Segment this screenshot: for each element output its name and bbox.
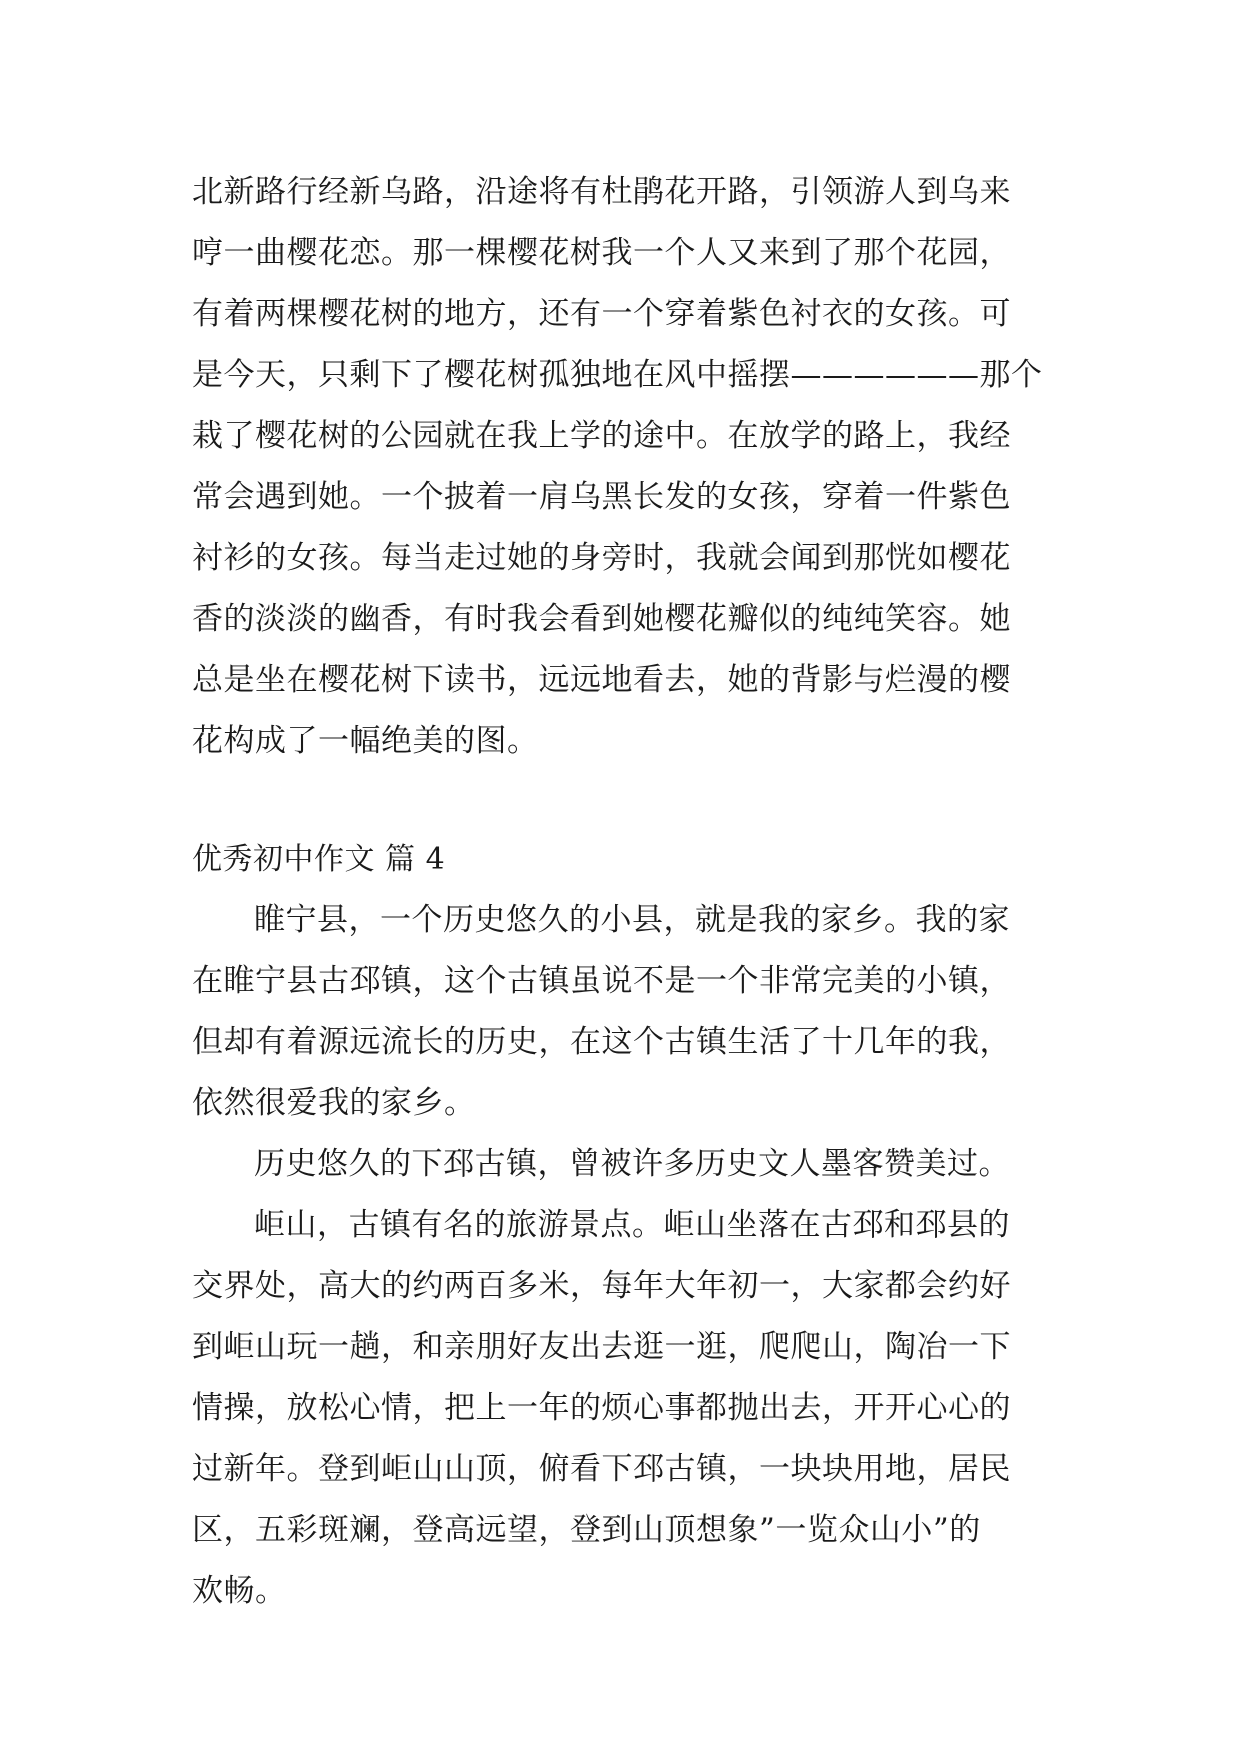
text-line: 情操，放松心情，把上一年的烦心事都抛出去，开开心心的 (192, 1390, 1011, 1426)
section-heading: 优秀初中作文 篇 4 (192, 842, 446, 877)
text-line: 是今天，只剩下了樱花树孤独地在风中摇摆——————那个 (192, 357, 1043, 393)
text-line: 总是坐在樱花树下读书，远远地看去，她的背影与烂漫的樱 (192, 662, 1011, 698)
text-line: 过新年。登到岠山山顶，俯看下邳古镇，一块块用地，居民 (192, 1451, 1011, 1487)
paragraph (192, 1195, 1072, 1622)
text-line: 栽了樱花树的公园就在我上学的途中。在放学的路上，我经 (192, 418, 1011, 454)
text-line: 在睢宁县古邳镇，这个古镇虽说不是一个非常完美的小镇， (192, 963, 1011, 999)
text-line: 依然很爱我的家乡。 (192, 1085, 476, 1121)
text-line: 历史悠久的下邳古镇，曾被许多历史文人墨客赞美过。 (254, 1146, 1010, 1182)
essay-section-4 (192, 829, 1072, 1622)
text-line: 区，五彩斑斓，登高远望，登到山顶想象”一览众山小”的 (192, 1512, 981, 1548)
text-line: 常会遇到她。一个披着一肩乌黑长发的女孩，穿着一件紫色 (192, 479, 1011, 515)
text-line: 交界处，高大的约两百多米，每年大年初一，大家都会约好 (192, 1268, 1011, 1304)
previous-essay-continuation (192, 162, 1072, 772)
text-line: 睢宁县，一个历史悠久的小县，就是我的家乡。我的家 (254, 902, 1010, 938)
text-line: 到岠山玩一趟，和亲朋好友出去逛一逛，爬爬山，陶冶一下 (192, 1329, 1011, 1365)
paragraph (192, 1134, 1072, 1195)
text-line: 欢畅。 (192, 1573, 287, 1609)
section-spacer (192, 772, 1072, 829)
text-line: 北新路行经新乌路，沿途将有杜鹃花开路，引领游人到乌来 (192, 174, 1011, 210)
document-page (192, 162, 1072, 1622)
text-line: 哼一曲樱花恋。那一棵樱花树我一个人又来到了那个花园， (192, 235, 1011, 271)
text-line: 岠山，古镇有名的旅游景点。岠山坐落在古邳和邳县的 (254, 1207, 1010, 1243)
paragraph (192, 890, 1072, 1134)
text-line: 香的淡淡的幽香，有时我会看到她樱花瓣似的纯纯笑容。她 (192, 601, 1011, 637)
text-line: 花构成了一幅绝美的图。 (192, 723, 539, 759)
text-line: 衬衫的女孩。每当走过她的身旁时，我就会闻到那恍如樱花 (192, 540, 1011, 576)
text-line: 有着两棵樱花树的地方，还有一个穿着紫色衬衣的女孩。可 (192, 296, 1011, 332)
text-line: 但却有着源远流长的历史，在这个古镇生活了十几年的我， (192, 1024, 1011, 1060)
